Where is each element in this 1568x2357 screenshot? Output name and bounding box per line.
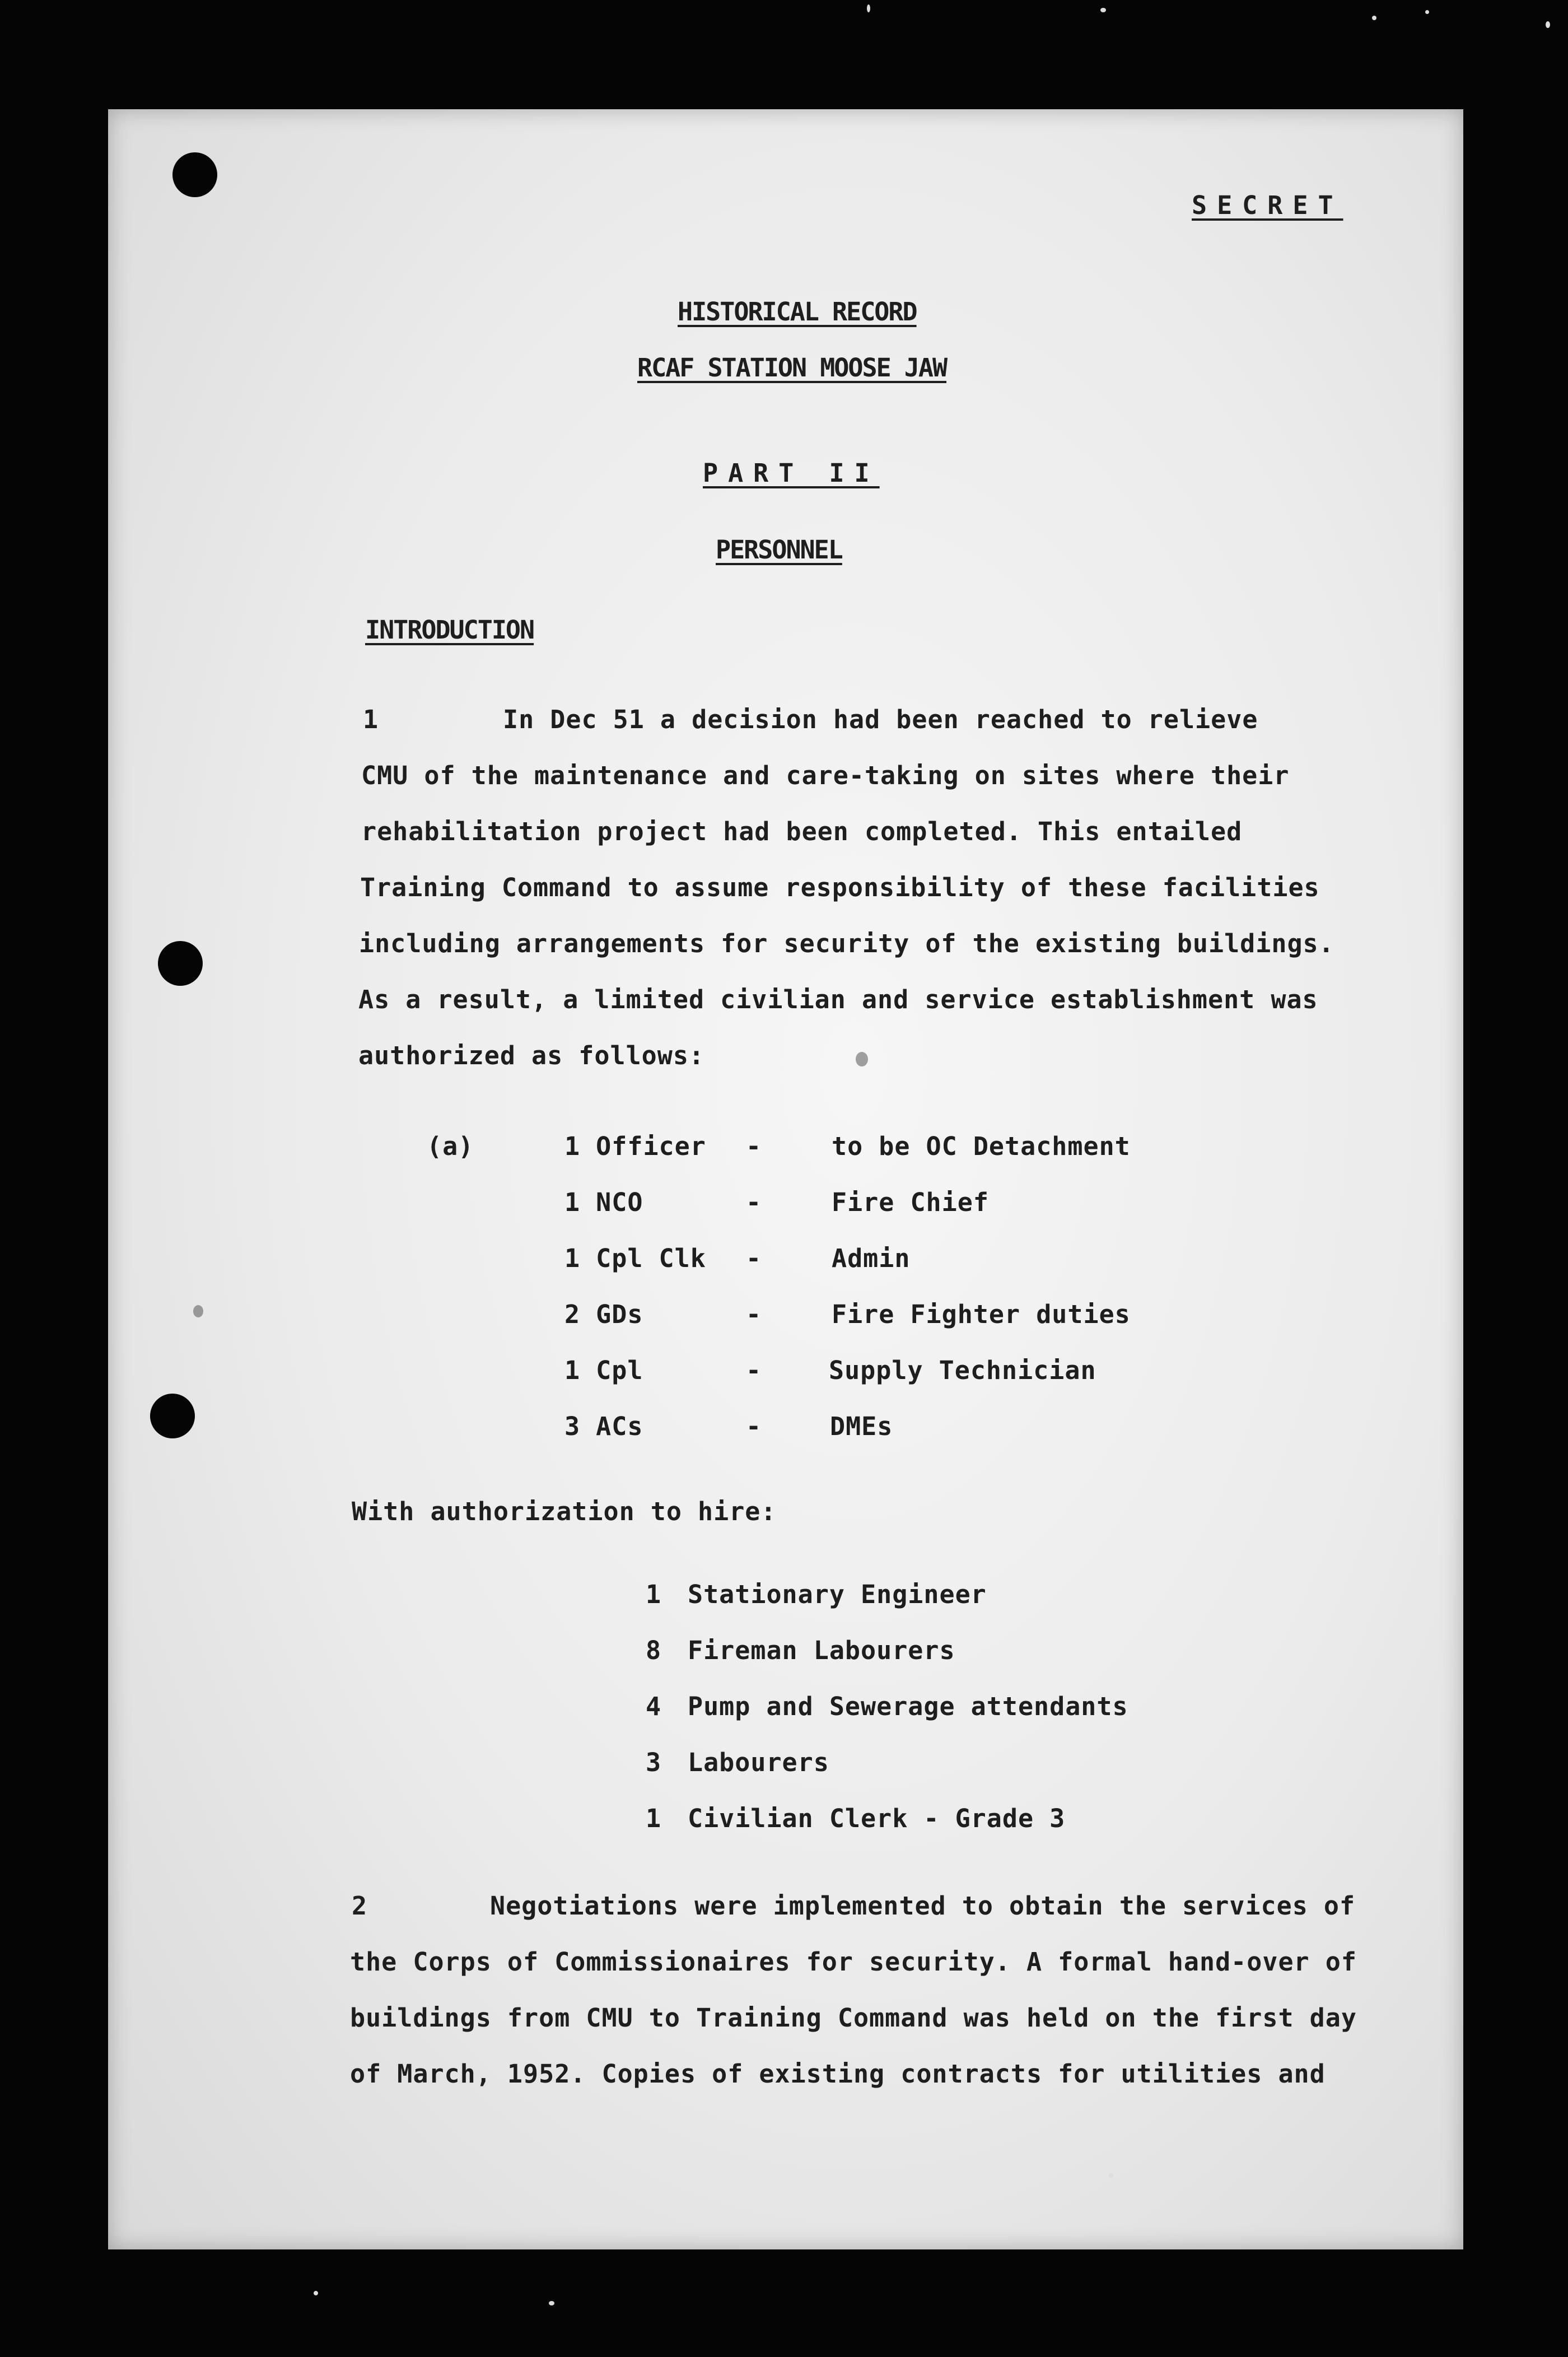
establishment-dash: - — [746, 1243, 762, 1273]
para1-line: CMU of the maintenance and care-taking on sites where their — [361, 761, 1290, 790]
para1-line: rehabilitation project had been completed. This entailed — [361, 817, 1243, 846]
hire-count: 4 — [646, 1692, 662, 1721]
establishment-dash: - — [746, 1412, 762, 1441]
establishment-who: 1 Cpl — [564, 1355, 643, 1385]
record-title: HISTORICAL RECORD — [678, 297, 917, 327]
film-speck — [1546, 21, 1550, 28]
hire-count: 1 — [646, 1580, 662, 1609]
station-title: RCAF STATION MOOSE JAW — [637, 353, 947, 383]
section-heading: PERSONNEL — [716, 535, 842, 565]
film-speck — [1372, 16, 1376, 20]
hire-role: Civilian Clerk - Grade 3 — [688, 1804, 1066, 1833]
establishment-role: Fire Chief — [832, 1187, 989, 1217]
para1-line: authorized as follows: — [358, 1041, 705, 1070]
para1-line: including arrangements for security of the existing buildings. — [359, 929, 1334, 958]
para1-line: Training Command to assume responsibility of these facilities — [360, 873, 1320, 902]
film-speck — [549, 2301, 554, 2305]
establishment-dash: - — [746, 1299, 762, 1329]
hire-count: 1 — [646, 1804, 662, 1833]
para2-line: the Corps of Commissionaires for security. A formal hand-over of — [350, 1947, 1357, 1977]
establishment-who: 3 ACs — [564, 1412, 643, 1441]
film-speck — [1109, 2173, 1113, 2178]
hire-role: Labourers — [688, 1748, 829, 1777]
punch-hole-top — [172, 152, 217, 197]
para2-line: buildings from CMU to Training Command was held on the first day — [350, 2003, 1357, 2033]
establishment-role: DMEs — [830, 1412, 893, 1441]
para2-line: of March, 1952. Copies of existing contracts for utilities and — [350, 2059, 1326, 2089]
establishment-role: Fire Fighter duties — [832, 1299, 1131, 1329]
hire-role: Stationary Engineer — [688, 1580, 987, 1609]
film-speck — [314, 2291, 318, 2295]
establishment-dash: - — [746, 1355, 762, 1385]
hire-count: 8 — [646, 1636, 662, 1665]
paragraph-number-1: 1 — [363, 705, 379, 734]
establishment-role: to be OC Detachment — [832, 1131, 1131, 1161]
establishment-role: Admin — [832, 1243, 911, 1273]
hire-intro: With authorization to hire: — [352, 1497, 777, 1526]
document-page — [108, 109, 1463, 2249]
establishment-who: 1 Officer — [564, 1131, 706, 1161]
film-speck — [1425, 10, 1429, 14]
introduction-heading: INTRODUCTION — [365, 615, 534, 645]
paragraph-number-2: 2 — [352, 1891, 368, 1921]
punch-hole-middle — [158, 941, 203, 986]
ink-mark — [856, 1052, 868, 1066]
establishment-dash: - — [746, 1131, 762, 1161]
para1-line: As a result, a limited civilian and service establishment was — [358, 985, 1318, 1014]
film-speck — [1100, 8, 1106, 12]
establishment-label: (a) — [427, 1131, 474, 1161]
part-heading: PART II — [703, 458, 880, 488]
para2-line: Negotiations were implemented to obtain the services of — [490, 1891, 1356, 1921]
para1-line: In Dec 51 a decision had been reached to relieve — [503, 705, 1258, 734]
establishment-who: 2 GDs — [564, 1299, 643, 1329]
establishment-who: 1 Cpl Clk — [564, 1243, 706, 1273]
ink-mark — [193, 1305, 203, 1317]
classification-marking: SECRET — [1192, 190, 1343, 220]
hire-count: 3 — [646, 1748, 662, 1777]
punch-hole-bottom — [150, 1394, 195, 1438]
establishment-who: 1 NCO — [564, 1187, 643, 1217]
establishment-role: Supply Technician — [829, 1355, 1096, 1385]
hire-role: Pump and Sewerage attendants — [688, 1692, 1128, 1721]
film-speck — [867, 4, 870, 12]
establishment-dash: - — [746, 1187, 762, 1217]
hire-role: Fireman Labourers — [688, 1636, 955, 1665]
